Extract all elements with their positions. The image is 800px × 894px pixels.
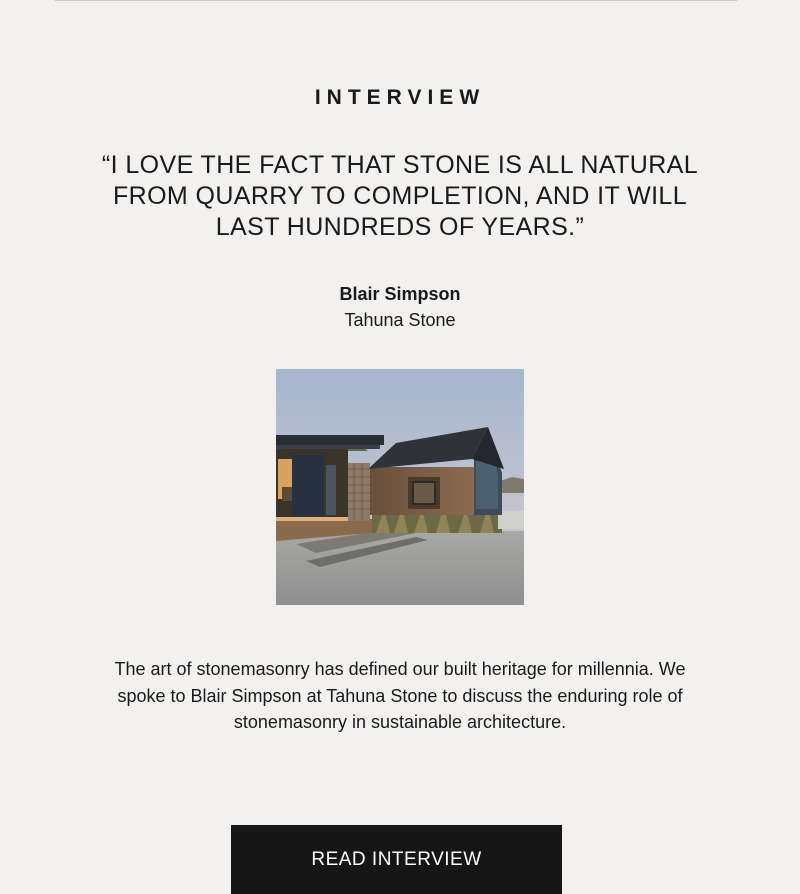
top-divider [55,0,737,1]
author-name: Blair Simpson [339,284,461,304]
house-photo [276,369,524,605]
section-label: INTERVIEW [314,86,486,109]
read-interview-button[interactable]: READ INTERVIEW [231,825,562,894]
pull-quote: “I LOVE THE FACT THAT STONE IS ALL NATURAL FROM QUARRY TO COMPLETION, AND IT WILL LAST HUNDREDS OF YEARS.” [101,151,699,241]
article-summary: The art of stonemasonry has defined our built heritage for millennia. We spoke to Blair Simpson at Tahuna Stone to discuss the enduring role of stonemasonry in sustainable architecture. [114,659,686,732]
author-company: Tahuna Stone [344,310,456,330]
